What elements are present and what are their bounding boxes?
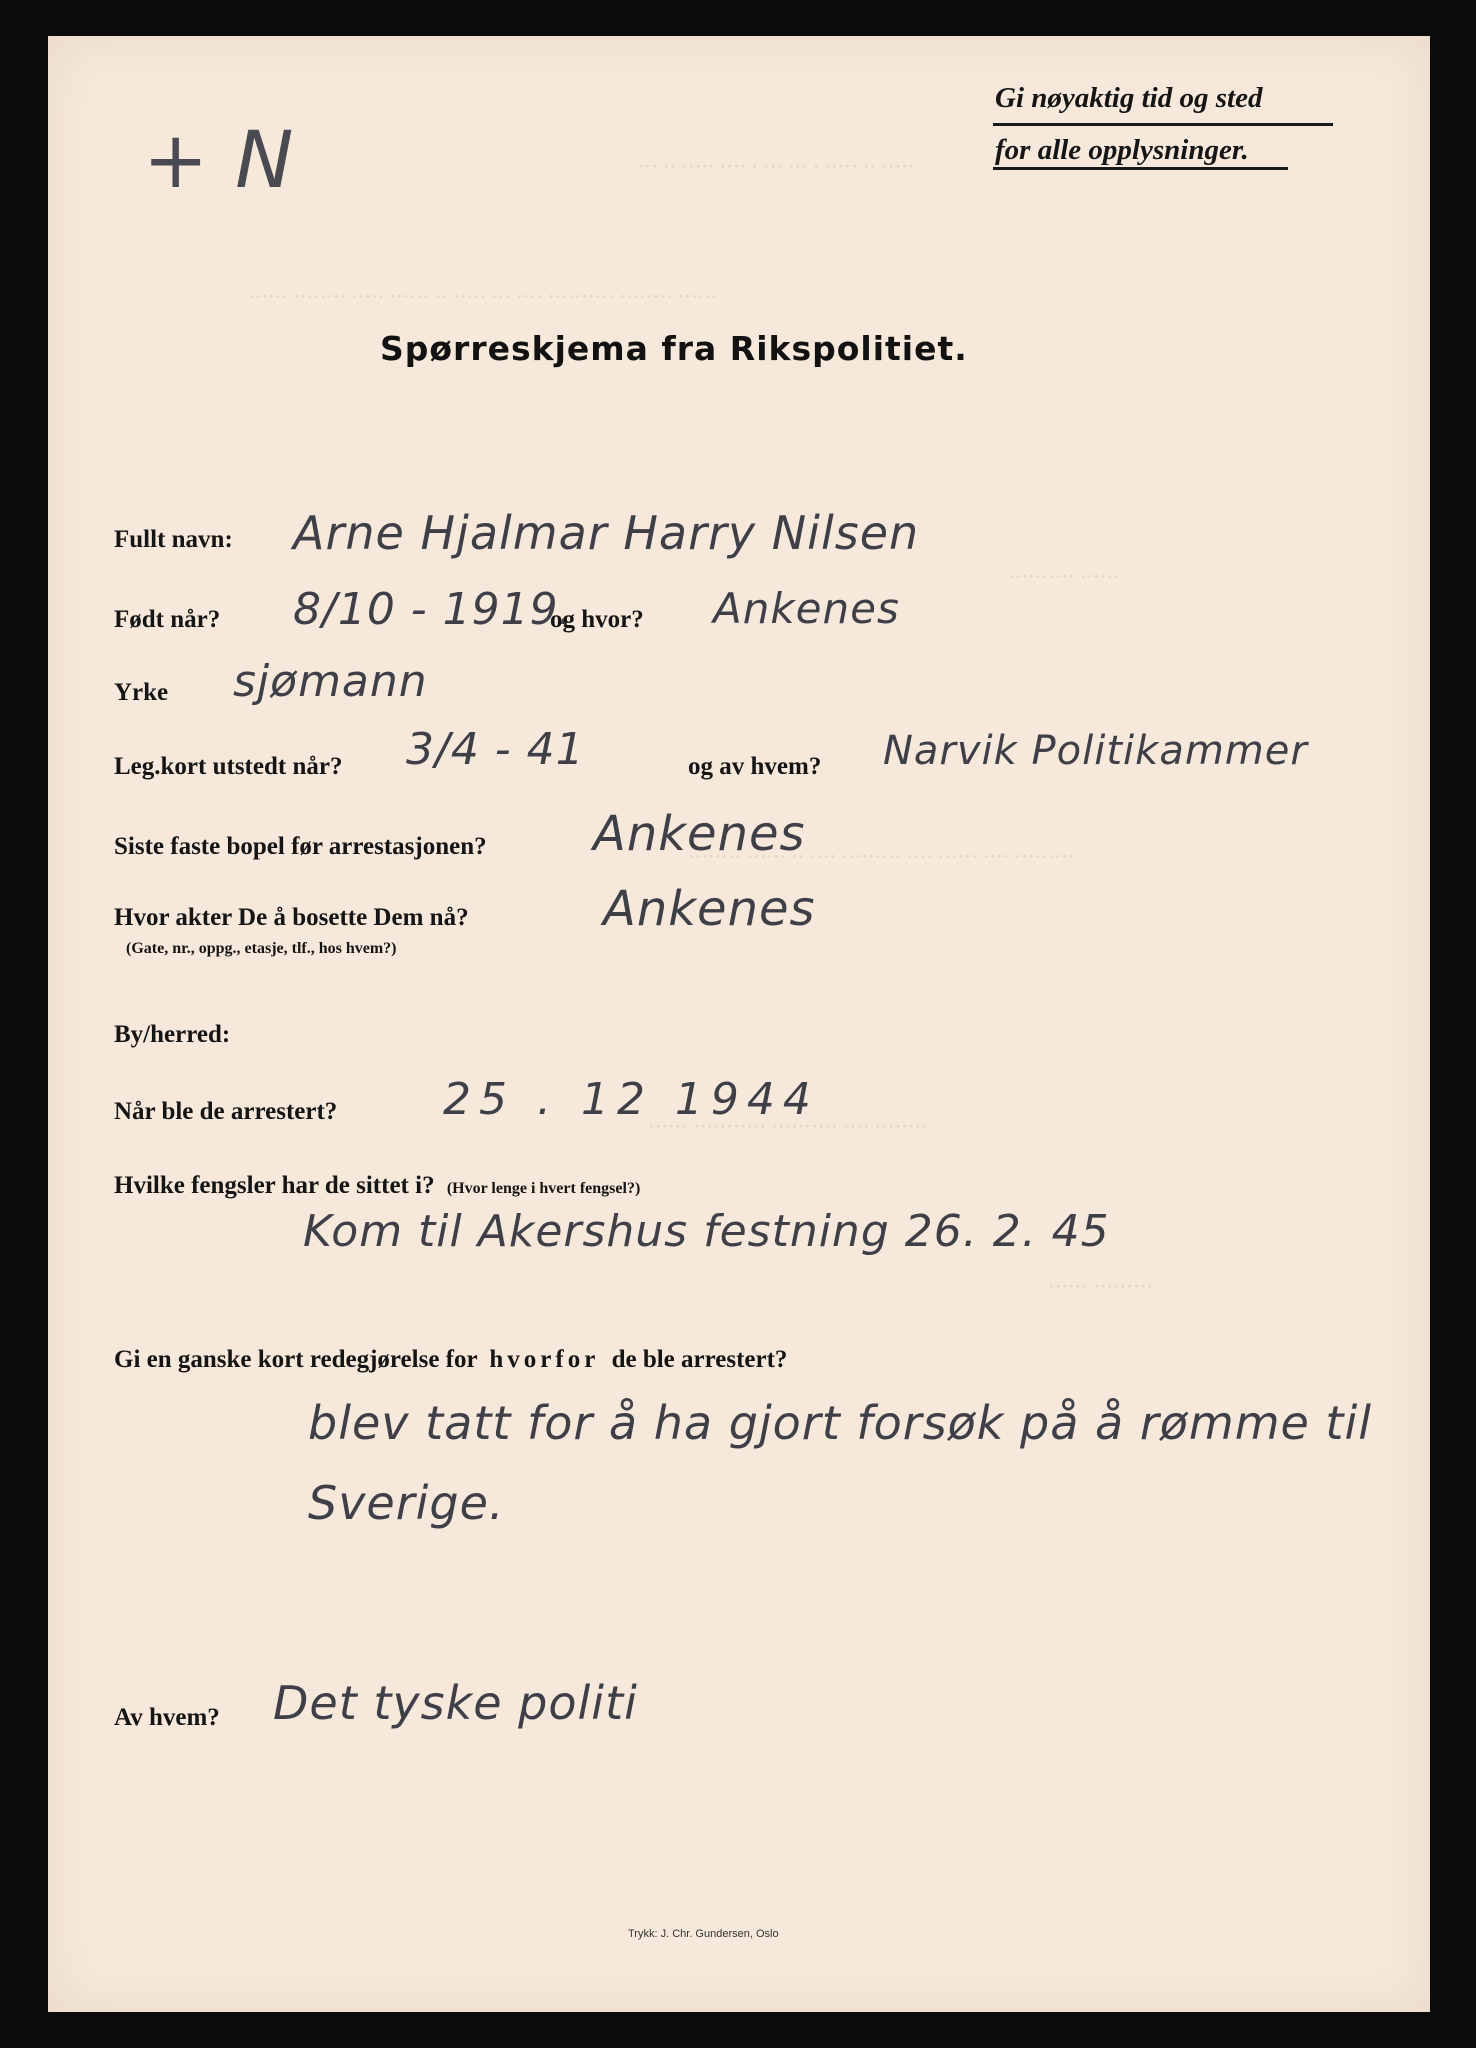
bleed-through-text: ·········· ······ [1008,566,1120,588]
born-where-label: og hvor? [550,606,644,633]
prisons-label-text: Hvilke fengsler har de sittet i? [114,1172,435,1199]
born-when-value: 8/10 - 1919. [293,584,574,635]
printer-imprint: Trykk: J. Chr. Gundersen, Oslo [628,1928,779,1940]
reason-label [114,1346,787,1374]
form-title: Spørreskjema fra Rikspolitiet. [380,329,968,368]
notice-underline-1 [993,123,1333,126]
reason-value-line-2: Sverige. [308,1476,505,1530]
settle-now-value: Ankenes [603,881,816,937]
arrested-when-label: Når ble de arrestert? [114,1098,338,1125]
last-residence-value: Ankenes [593,806,806,862]
handwritten-mark: + N [143,116,295,206]
prisons-value: Kom til Akershus festning 26. 2. 45 [303,1206,1110,1257]
settle-now-label: Hvor akter De å bosette Dem nå? [114,904,469,931]
id-issued-by-value: Narvik Politikammer [883,728,1308,774]
municipality-label: By/herred: [114,1021,231,1048]
reason-label-emphasis: hvorfor [489,1346,600,1373]
id-issued-when-value: 3/4 - 41 [406,724,585,775]
arrested-by-label: Av hvem? [114,1704,220,1731]
prisons-hint: (Hvor lenge i hvert fengsel?) [446,1180,641,1197]
id-issued-when-label: Leg.kort utstedt når? [114,753,343,780]
notice-line-2: for alle opplysninger. [995,134,1249,166]
reason-label-after: de ble arrestert? [611,1346,788,1373]
occupation-value: sjømann [233,656,428,707]
name-value: Arne Hjalmar Harry Nilsen [293,506,920,560]
notice-line-1: Gi nøyaktig tid og sted [995,82,1263,114]
notice-underline-2 [993,167,1288,170]
occupation-label: Yrke [114,679,169,706]
bleed-through-text: ······ ··········· ·········· ···· ········ [648,1116,928,1138]
name-label: Fullt navn: [114,526,233,553]
settle-now-hint: (Gate, nr., oppg., etasje, tlf., hos hvem?) [126,940,397,957]
bleed-through-text: ······ ········ ····· ······ ·· ····· ··· ···· ·········· ········ ······ [248,286,718,308]
form-sheet [48,36,1430,2012]
bleed-through-text: ······ ········· [1048,1276,1153,1298]
arrested-when-value: 25 . 12 1944 [443,1074,819,1125]
born-when-label: Født når? [114,606,221,633]
id-issued-by-label: og av hvem? [688,753,822,780]
born-where-value: Ankenes [713,584,900,633]
bleed-through-text: ··· ·· ····· ···· · ··· ··· · ····· ·· ····· [638,156,915,178]
reason-label-before: Gi en ganske kort redegjørelse for [114,1346,478,1373]
reason-value-line-1: blev tatt for å ha gjort forsøk på å rømme til [308,1396,1373,1450]
bleed-through-text: ········ ······ ·· ···· ········· ···· ······ ···· ········· [688,846,1075,868]
last-residence-label: Siste faste bopel før arrestasjonen? [114,833,487,860]
arrested-by-value: Det tyske politi [273,1676,638,1730]
prisons-label [114,1172,640,1200]
